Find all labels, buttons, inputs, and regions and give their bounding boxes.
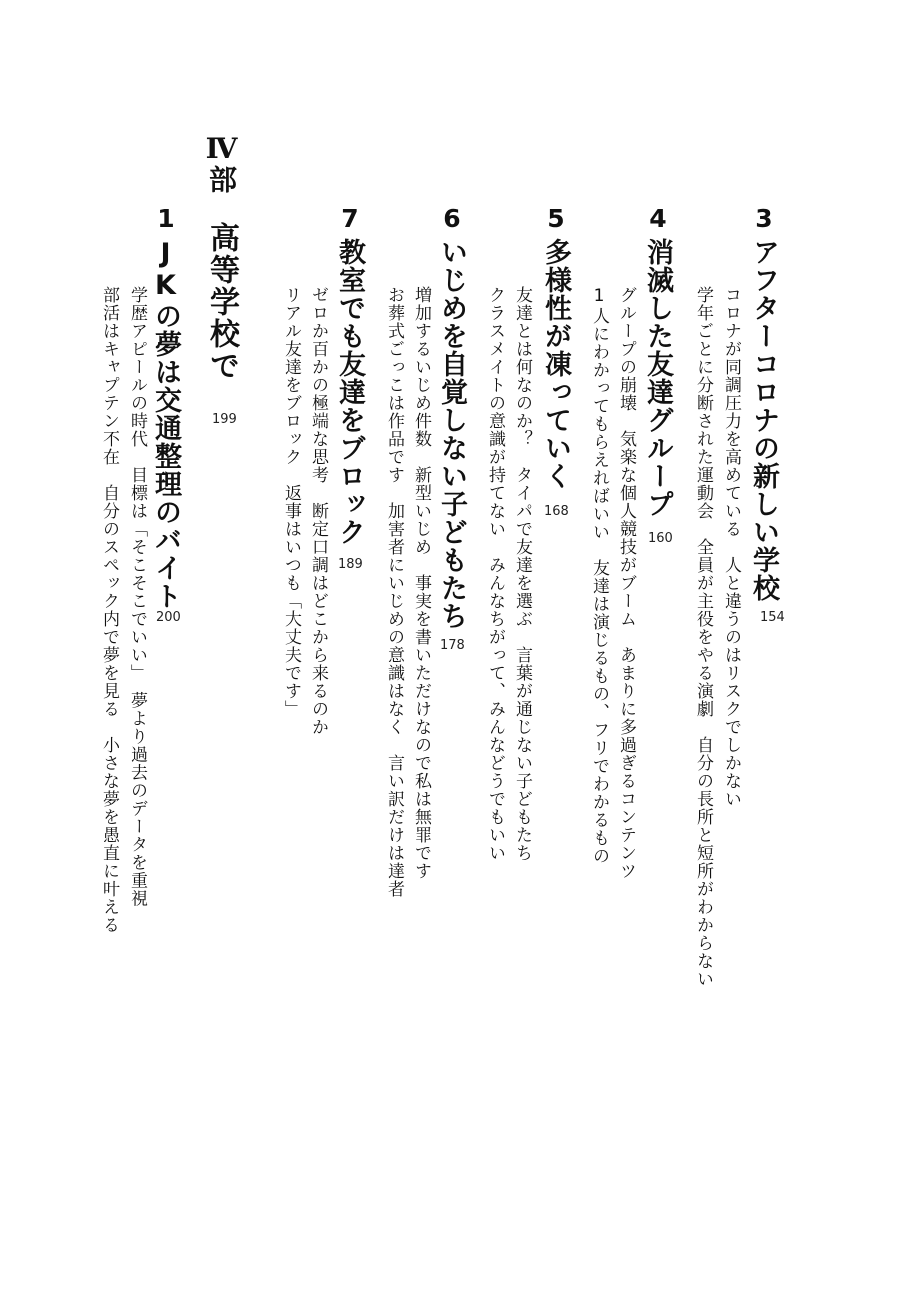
chapter-number: 3 — [755, 204, 773, 233]
chapter-6-subline-1: 増加するいじめ件数 新型いじめ 事実を書いただけなので私は無罪です — [411, 286, 431, 880]
chapter-number: 1 — [157, 204, 175, 233]
chapter-title: いじめを自覚しない子どもたち — [436, 238, 467, 630]
chapter-title: 教室でも友達をブロック — [334, 238, 365, 546]
chapter-page-number: 200 — [156, 610, 181, 625]
chapter-1-subline-2: 部活はキャプテン不在 自分のスペック内で夢を見る 小さな夢を愚直に叶える — [99, 286, 119, 934]
chapter-title: 消滅した友達グループ — [642, 238, 673, 518]
chapter-page-number: 189 — [338, 557, 363, 572]
part-title: 高等学校で — [204, 222, 239, 382]
chapter-5-subline-1: 友達とは何なのか？ タイパで友達を選ぶ 言葉が通じない子どもたち — [512, 286, 532, 862]
chapter-page-number: 168 — [544, 504, 569, 519]
chapter-7 — [334, 0, 374, 1302]
chapter-7-subline-1: ゼロか百かの極端な思考 断定口調はどこから来るのか — [308, 286, 328, 736]
chapter-3-subline-2: 学年ごとに分断された運動会 全員が主役をやる演劇 自分の長所と短所がわからない — [693, 286, 713, 988]
chapter-number: 6 — [443, 204, 461, 233]
chapter-4-subline-2: 1人にわかってもらえればいい 友達は演じるもの、フリでわかるもの — [589, 286, 609, 865]
chapter-4 — [642, 0, 682, 1302]
chapter-page-number: 154 — [760, 610, 785, 625]
part-label: Ⅳ部 — [205, 132, 238, 193]
chapter-5 — [540, 0, 580, 1302]
chapter-number: 7 — [341, 204, 359, 233]
chapter-3 — [748, 0, 788, 1302]
chapter-6-subline-2: お葬式ごっこは作品です 加害者にいじめの意識はなく 言い訳だけは達者 — [384, 286, 404, 898]
chapter-number: 4 — [649, 204, 667, 233]
chapter-4-subline-1: グループの崩壊 気楽な個人競技がブーム あまりに多過ぎるコンテンツ — [616, 286, 636, 880]
chapter-7-subline-2: リアル友達をブロック 返事はいつも「大丈夫です」 — [281, 286, 301, 718]
chapter-1 — [150, 0, 190, 1302]
chapter-number: 5 — [547, 204, 565, 233]
chapter-3-subline-1: コロナが同調圧力を高めている 人と違うのはリスクでしかない — [721, 286, 741, 808]
chapter-page-number: 178 — [440, 638, 465, 653]
chapter-1-subline-1: 学歴アピールの時代 目標は「そこそこでいい」 夢より過去のデータを重視 — [127, 286, 147, 908]
chapter-title: JKの夢は交通整理のバイト — [150, 238, 181, 610]
chapter-title: 多様性が凍っていく — [540, 238, 571, 490]
part-page-number: 199 — [212, 412, 237, 427]
chapter-6 — [436, 0, 476, 1302]
chapter-title: アフターコロナの新しい学校 — [748, 238, 779, 602]
chapter-5-subline-2: クラスメイトの意識が持てない みんなちがって、みんなどうでもいい — [485, 286, 505, 862]
chapter-page-number: 160 — [648, 531, 673, 546]
